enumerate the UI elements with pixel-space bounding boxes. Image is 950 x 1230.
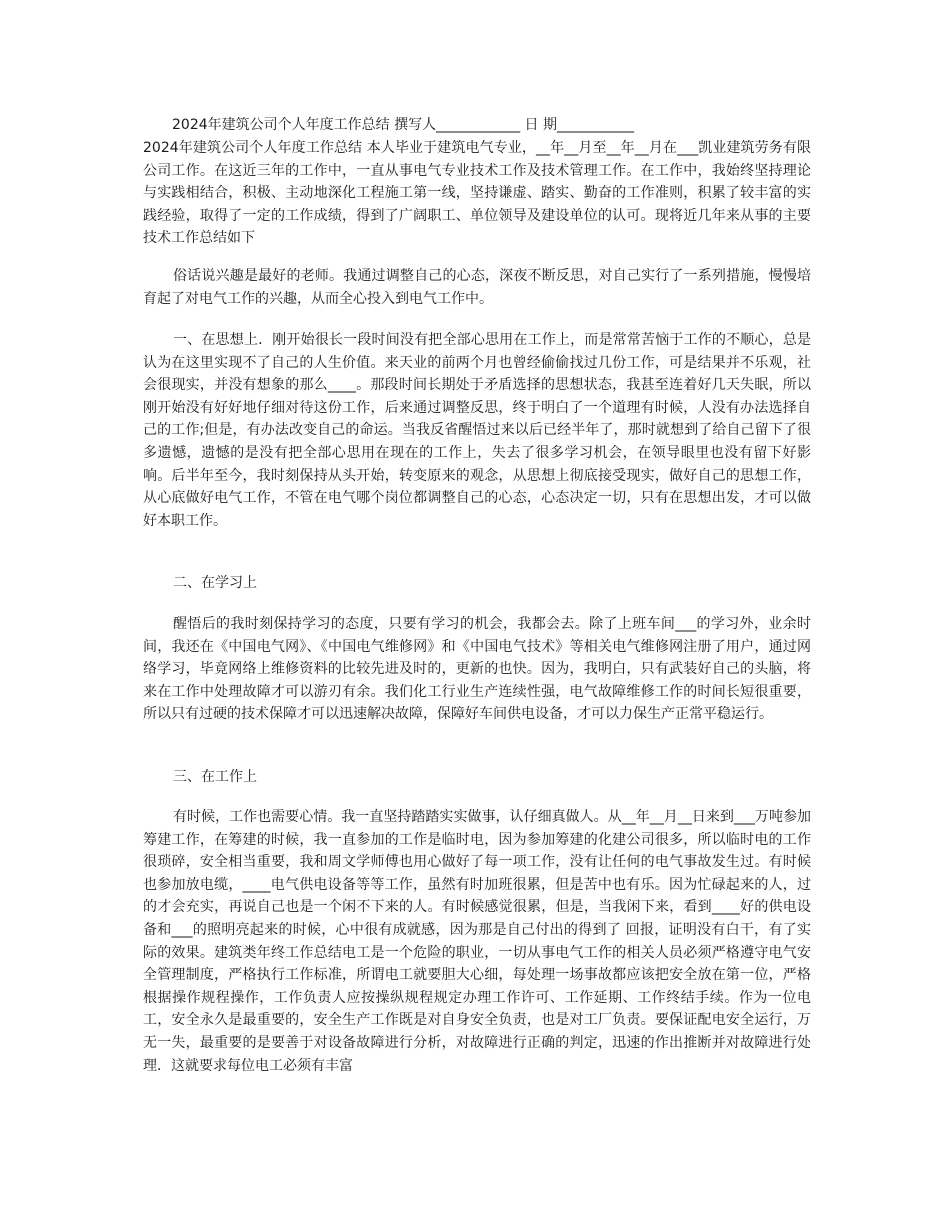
study-section-paragraph: 醒悟后的我时刻保持学习的态度，只要有学习的机会，我都会去。除了上班车间___的学习外，业余时间，我还在《中国电气网》、《中国电气维修网》和《中国电气技术》等相关电气维修网注册了用户，通过网络学习，毕竟网络上维修资料的比较先进及时的，更新的也快。因为，我明白，只有武装好自己的头脑，将来在工作中处理故障才可以游刃有余。我们化工行业生产连续性强，电气故障维修工作的时间长短很重要，所以只有过硬的技术保障才可以迅速解决故障，保障好车间供电设备，才可以力保生产正常平稳运行。 xyxy=(143,616,811,723)
work-section-paragraph: 有时候，工作也需要心情。我一直坚持踏踏实实做事，认仔细真做人。从__年__月__日来到___万吨参加筹建工作，在筹建的时候，我一直参加的工作是临时电，因为参加筹建的化建公司很多，所以临时电的工作很琐碎，安全相当重要，我和周文学师傅也用心做好了每一项工作，没有让任何的电气事故发生过。有时候也参加放电缆，____电气供电设备等等工作，虽然有时加班很累，但是苦中也有乐。因为忙碌起来的人，过的才会充实，再说自己也是一个闲不下来的人。有时候感觉很累，但是，当我闲下来，看到____好的供电设备和___的照明亮起来的时候，心中很有成就感，因为那是自己付出的得到了 回报，证明没有白干，有了实际的效果。建筑类年终工作总结电工是一个危险的职业，一切从事电气工作的相关人员必须严格遵守电气安全管理制度，严格执行工作标准，所谓电工就要胆大心细，每处理一场事故都应该把安全放在第一位，严格根据操作规程操作，工作负责人应按操纵规程规定办理工作许可、工作延期、工作终结手续。作为一位电工，安全永久是最重要的，安全生产工作既是对自身安全负责，也是对工厂负责。要保证配电安全运行，万无一失，最重要的是要善于对设备故障进行分析，对故障进行正确的判定，迅速的作出推断并对故障进行处理．这就要求每位电工必须有丰富 xyxy=(143,809,811,1074)
work-section-heading: 三、在工作上 xyxy=(173,769,257,785)
thought-section-paragraph: 一、在思想上．刚开始很长一段时间没有把全部心思用在工作上，而是常常苦恼于工作的不顺心，总是认为在这里实现不了自己的人生价值。来天业的前两个月也曾经偷偷找过几份工作，可是结果并不乐观，社会很现实，并没有想象的那么____。那段时间长期处于矛盾选择的思想状态，我甚至连着好几天失眠，所以刚开始没有好好地仔细对待这份工作，后来通过调整反思，终于明白了一个道理有时候，人没有办法选择自己的工作;但是，有办法改变自己的命运。当我反省醒悟过来以后已经半年了，那时就想到了给自己留下了很多遗憾，遗憾的是没有把全部心思用在现在的工作上，失去了很多学习机会，在领导眼里也没有留下好影响。后半年至今，我时刻保持从头开始，转变原来的观念，从思想上彻底接受现实，做好自己的思想工作，从心底做好电气工作，不管在电气哪个岗位都调整自己的心态，心态决定一切，只有在思想出发，才可以做好本职工作。 xyxy=(143,332,811,529)
document-header-line: 2024年建筑公司个人年度工作总结 撰写人____________ 日 期___________ xyxy=(172,117,634,133)
interest-paragraph: 俗话说兴趣是最好的老师。我通过调整自己的心态，深夜不断反思，对自己实行了一系列措施，慢慢培育起了对电气工作的兴趣，从而全心投入到电气工作中。 xyxy=(143,268,811,307)
intro-paragraph: 2024年建筑公司个人年度工作总结 本人毕业于建筑电气专业，__年__月至__年__月在___凯业建筑劳务有限公司工作。在这近三年的工作中，一直从事电气专业技术工作及技术管理工作。在工作中，我始终坚持理论与实践相结合，积极、主动地深化工程施工第一线，坚持谦虚、踏实、勤奋的工作准则，积累了较丰富的实践经验，取得了一定的工作成绩，得到了广阔职工、单位领导及建设单位的认可。现将近几年来从事的主要技术工作总结如下 xyxy=(143,140,811,247)
study-section-heading: 二、在学习上 xyxy=(173,575,257,591)
